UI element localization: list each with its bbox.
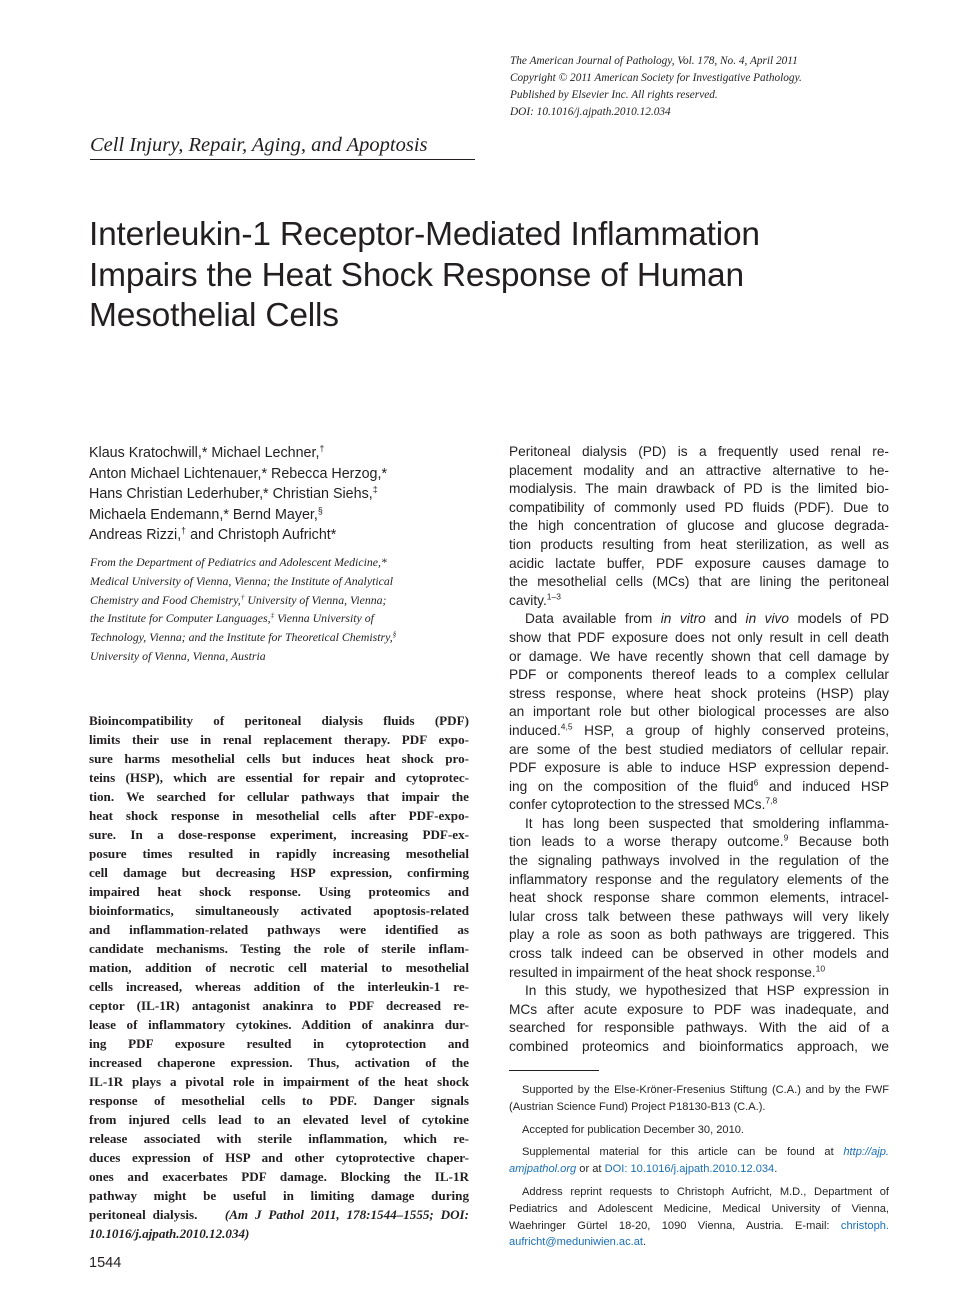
body-line: Because both (788, 834, 889, 850)
section-heading: Cell Injury, Repair, Aging, and Apoptosis (90, 132, 475, 160)
abstract-line: pathway might be useful in limiting damage during (89, 1188, 469, 1203)
author-line: Anton Michael Lichtenauer,* Rebecca Herzog,* (89, 465, 388, 482)
abstract-line: lease of inflammatory cytokines. Addition of anakinra dur- (89, 1017, 469, 1032)
abstract-line: cells increased, whereas addition of the interleukin-1 re- (89, 979, 469, 994)
footnotes (509, 1082, 889, 1251)
journal-citation: The American Journal of Pathology, Vol. 178, No. 4, April 2011 (510, 55, 798, 67)
page-number: 1544 (89, 1255, 122, 1271)
abstract-line: IL-1R plays a pivotal role in impairment of the heat shock (89, 1074, 469, 1089)
journal-info (510, 53, 950, 121)
footnote-line: Pediatrics and Adolescent Medicine, Medical University of Vienna, (509, 1202, 889, 1215)
abstract-line: ones and exacerbates PDF damage. Blocking the IL-1R (89, 1169, 469, 1184)
body-line: tion products resulting from heat sterilization, as well as (509, 536, 889, 552)
body-line: It has long been suspected that smoldering inflamma- (525, 815, 889, 831)
abstract-line: posure times resulted in rapidly increasing mesothelial (89, 846, 469, 861)
doi-line: DOI: 10.1016/j.ajpath.2010.12.034 (510, 106, 671, 118)
title-line: Interleukin-1 Receptor-Mediated Inflammation (89, 216, 760, 253)
affiliation-line: Medical University of Vienna, Vienna; the Institute of Analytical (90, 573, 394, 588)
author-line: Hans Christian Lederhuber,* Christian Siehs, (89, 486, 373, 503)
body-line: compatibility of commonly used PD fluids (PDF). Due to (509, 499, 889, 515)
reference-mark: 6 (753, 777, 759, 788)
abstract-citation: 10.1016/j.ajpath.2010.12.034) (89, 1226, 250, 1241)
body-line: acidic lactate buffer, PDF exposure causes damage to (509, 555, 889, 571)
abstract-line: sure harms mesothelial cells but induces heat shock pro- (89, 751, 469, 766)
abstract-line: ceptor (IL-1R) antagonist anakinra to PDF decreased re- (89, 998, 469, 1013)
author-line: and Christoph Aufricht* (186, 527, 337, 544)
body-line: combined proteomics and bioinformatics approach, we (509, 1039, 889, 1054)
affiliation-mark: † (181, 525, 187, 536)
body-line: play a role as soon as both pathways are triggered. This (509, 927, 889, 943)
author-list (89, 443, 489, 546)
body-line: HSP, a group of highly conserved proteins, (572, 722, 889, 738)
abstract-line: sure. In a dose-response experiment, increasing PDF-ex- (89, 827, 469, 842)
affiliation-line: Chemistry and Food Chemistry, (90, 592, 241, 607)
body-line: are some of the best studied mediators of cellular repair. (509, 741, 889, 757)
body-line: in vivo (745, 611, 790, 627)
body-line: In this study, we hypothesized that HSP expression in (525, 983, 889, 999)
footnote-line: (Austrian Science Fund) Project P18130-B13 (C.A.). (509, 1100, 766, 1113)
abstract (89, 711, 469, 1243)
affiliation-line: Technology, Vienna; and the Institute for Theoretical Chemistry, (90, 630, 393, 645)
abstract-line: heat shock response in mesothelial cells after PDF-expo- (89, 808, 469, 823)
abstract-line: and inflammation-related pathways were identified as (89, 922, 469, 937)
footnote-line: Waehringer Gürtel 18-20, 1090 Vienna, Austria. E-mail: (509, 1219, 841, 1232)
author-line: Klaus Kratochwill,* Michael Lechner, (89, 445, 320, 461)
body-line: PDF exposure is able to induce HSP expression depend- (509, 760, 889, 776)
affiliation-mark: † (319, 443, 325, 454)
body-line: ing on the composition of the fluid (509, 778, 754, 794)
supplement-link[interactable]: http://ajp. (843, 1146, 889, 1159)
abstract-line: increased chaperone expression. Thus, activation of the (89, 1055, 469, 1070)
footnote-divider (509, 1070, 599, 1071)
affiliation-line: University of Vienna, Vienna; (244, 592, 387, 607)
reference-mark: 1–3 (546, 591, 561, 602)
affiliation-line: Vienna University of (274, 611, 374, 626)
body-line: and (705, 611, 746, 627)
affiliation-line: University of Vienna, Vienna, Austria (90, 648, 266, 663)
body-line: resulted in impairment of the heat shock response. (509, 964, 816, 980)
body-line: cross talk indeed can be observed in other models and (509, 946, 889, 962)
body-line: searched for responsible pathways. With the aid of a (509, 1020, 889, 1036)
affiliation-mark: § (317, 505, 323, 516)
body-line: confer cytoprotection to the stressed MCs. (509, 797, 766, 813)
body-line: cavity. (509, 592, 547, 608)
abstract-line: impaired heat shock response. Using proteomics and (89, 884, 469, 899)
body-line: or damage. We have recently shown that cell damage by (509, 648, 889, 664)
affiliation-line: the Institute for Computer Languages, (90, 611, 271, 626)
affiliation-line: From the Department of Pediatrics and Adolescent Medicine,* (90, 555, 387, 569)
doi-link[interactable]: DOI: 10.1016/j.ajpath.2010.12.034 (604, 1163, 775, 1176)
affiliation-mark: § (392, 629, 397, 639)
email-link[interactable]: christoph. (840, 1219, 889, 1232)
body-line: inflammatory response and the regulatory elements of the (509, 871, 889, 887)
abstract-line: bioinformatics, simultaneously activated apoptosis-related (89, 903, 469, 918)
abstract-citation: (Am J Pathol 2011, 178:1544–1555; DOI: (224, 1207, 470, 1222)
abstract-line: peritoneal dialysis. (89, 1207, 198, 1222)
abstract-line: cell damage but decreasing HSP expression, confirming (89, 865, 469, 880)
body-line: and induced HSP (758, 778, 889, 794)
affiliations (90, 553, 475, 666)
affiliation-mark: † (240, 592, 245, 602)
body-line: models of PD (789, 611, 889, 627)
abstract-line: tion. We searched for cellular pathways that impair the (89, 789, 469, 804)
abstract-line: release associated with sterile inflammation, which re- (89, 1131, 469, 1146)
footnote-line: Supplemental material for this article can be found at (522, 1146, 844, 1159)
supplement-link[interactable]: amjpathol.org (509, 1163, 577, 1176)
body-line: heat shock response share common elements, intracel- (509, 890, 889, 906)
body-line: tion leads to a worse therapy outcome. (509, 834, 784, 850)
copyright-line: Copyright © 2011 American Society for Investigative Pathology. (510, 72, 802, 84)
body-line: the mesothelial cells (MCs) that are lining the peritoneal (509, 574, 889, 590)
email-link[interactable]: aufricht@meduniwien.ac.at (509, 1236, 643, 1249)
body-line: the high concentration of glucose and glucose degrada- (509, 518, 889, 534)
abstract-line: duces expression of HSP and other cytoprotective chaper- (89, 1150, 469, 1165)
title-line: Mesothelial Cells (89, 297, 339, 334)
title-line: Impairs the Heat Shock Response of Human (89, 256, 744, 294)
abstract-line: response of mesothelial cells to PDF. Danger signals (89, 1093, 469, 1108)
footnote-line: Address reprint requests to Christoph Aufricht, M.D., Department of (522, 1185, 889, 1198)
body-line: PDF or components thereof leads to a complex cellular (509, 667, 889, 683)
publisher-line: Published by Elsevier Inc. All rights reserved. (510, 89, 718, 101)
abstract-line: candidate mechanisms. Testing the role of sterile inflam- (89, 941, 469, 956)
body-line: in vitro (660, 611, 706, 627)
author-line: Andreas Rizzi, (89, 527, 182, 544)
footnote-line: or at (576, 1163, 605, 1176)
footnote-line: Accepted for publication December 30, 2010. (522, 1123, 745, 1136)
footnote-line: . (774, 1163, 778, 1176)
abstract-line: Bioincompatibility of peritoneal dialysis fluids (PDF) (89, 713, 469, 728)
body-line: the signaling pathways involved in the regulation of the (509, 853, 889, 869)
body-line: placement modality and an attractive alternative to he- (509, 462, 889, 478)
body-line: an important role but other biological processes are also (509, 704, 889, 720)
reference-mark: 7,8 (765, 796, 778, 807)
reference-mark: 9 (783, 833, 789, 844)
body-line: Data available from (525, 611, 661, 627)
affiliation-mark: ‡ (270, 610, 275, 620)
abstract-line: from injured cells lead to an elevated level of cytokine (89, 1112, 469, 1127)
abstract-line: ing PDF exposure resulted in cytoprotection and (89, 1036, 469, 1051)
reference-mark: 4,5 (560, 721, 573, 732)
body-line: Peritoneal dialysis (PD) is a frequently used renal re- (509, 444, 889, 459)
body-line: MCs after acute exposure to PDF was inadequate, and (509, 1001, 889, 1017)
affiliation-mark: ‡ (372, 484, 378, 495)
footnote-line: Supported by the Else-Kröner-Fresenius Stiftung (C.A.) and by the FWF (522, 1084, 889, 1096)
author-line: Michaela Endemann,* Bernd Mayer, (89, 506, 318, 523)
body-line: induced. (509, 722, 561, 738)
reference-mark: 10 (815, 963, 826, 974)
article-title (89, 215, 849, 337)
body-text (509, 443, 889, 1057)
body-line: modialysis. The main drawback of PD is the limited bio- (509, 481, 889, 497)
abstract-line: mation, addition of necrotic cell material to mesothelial (89, 960, 469, 975)
abstract-line: limits their use in renal replacement therapy. PDF expo- (89, 732, 469, 747)
abstract-line: teins (HSP), which are essential for repair and cytoprotec- (89, 770, 469, 785)
body-line: lular cross talk between these pathways will very likely (509, 908, 889, 924)
body-line: show that PDF exposure does not only result in cell death (509, 629, 889, 645)
body-line: stress response, where heat shock proteins (HSP) play (509, 685, 889, 701)
footnote-line: . (642, 1236, 647, 1249)
